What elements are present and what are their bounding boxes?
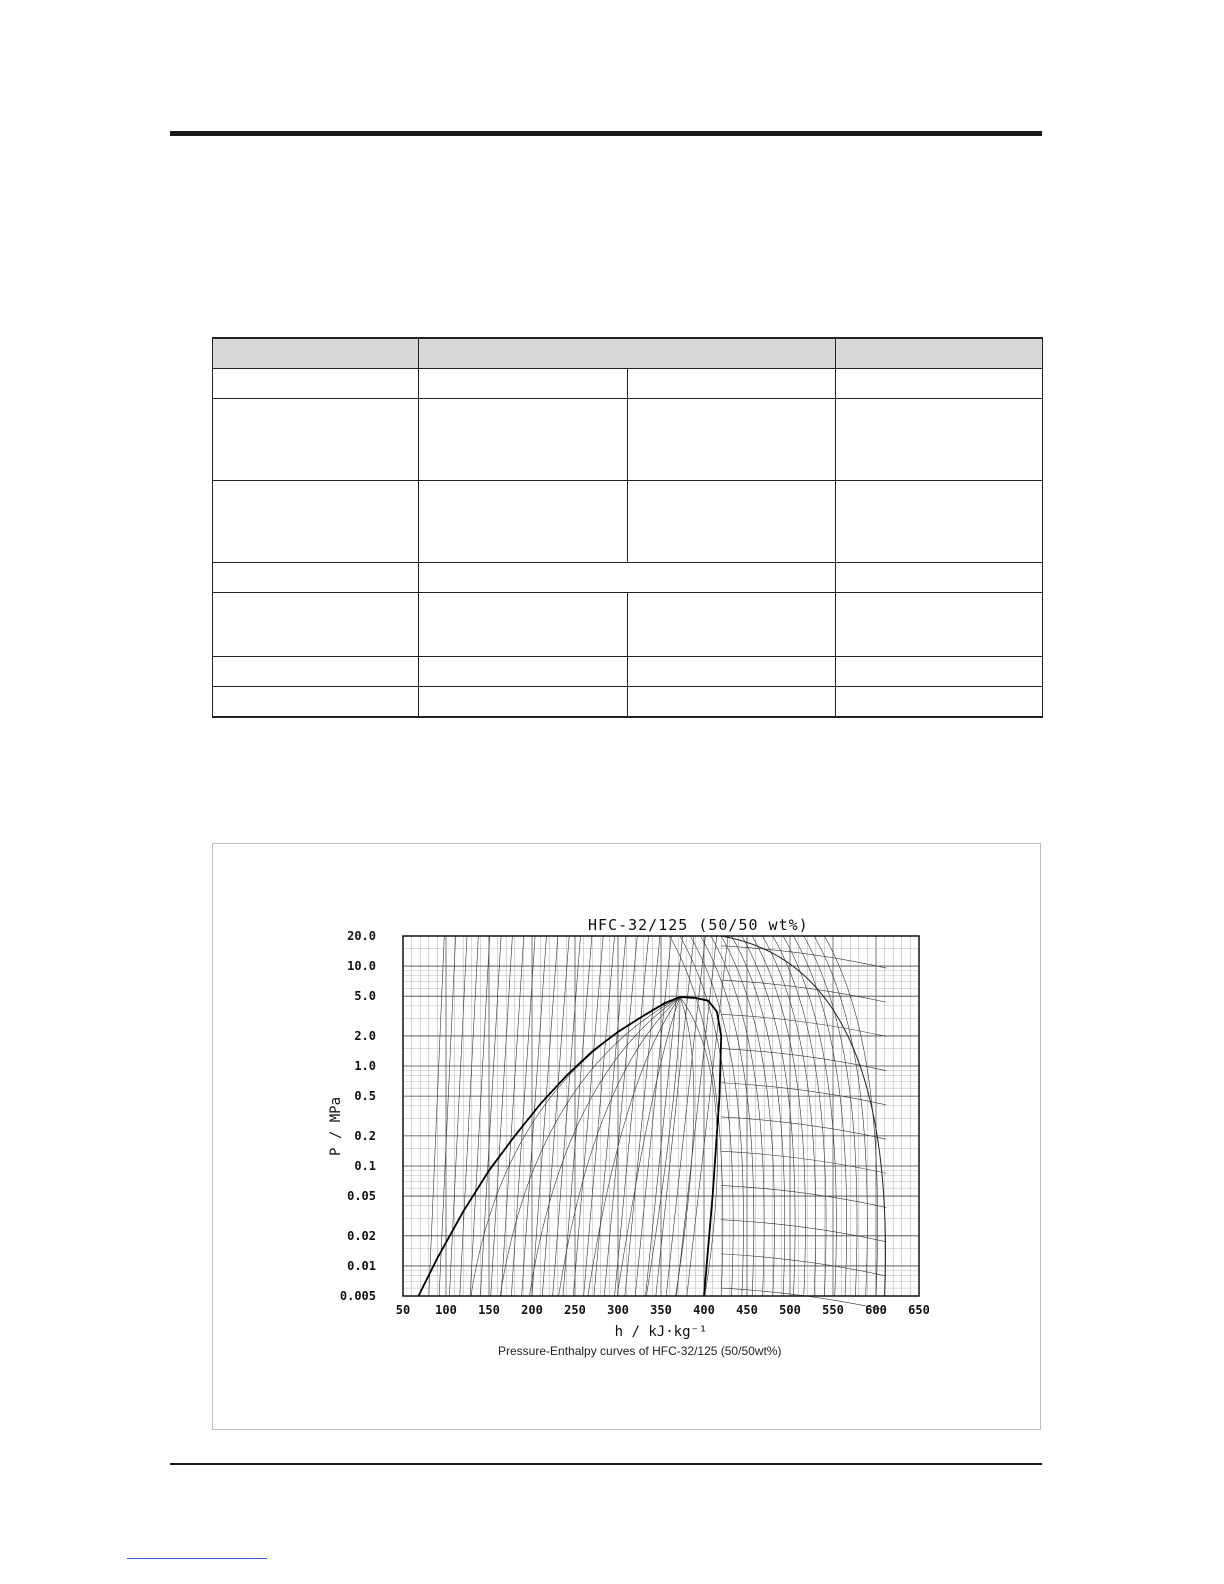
table-cell xyxy=(628,369,836,399)
x-tick-label: 350 xyxy=(650,1303,672,1317)
quality-line xyxy=(680,997,718,1296)
isentrope-line xyxy=(656,936,694,1296)
chart-title: HFC-32/125 (50/50 wt%) xyxy=(588,916,809,934)
chart-series xyxy=(418,997,721,1296)
x-tick-label: 450 xyxy=(736,1303,758,1317)
table-row xyxy=(213,369,1043,399)
isotherm-line xyxy=(732,936,785,1296)
figure-caption: Pressure-Enthalpy curves of HFC-32/125 (50/50wt%) xyxy=(498,1344,782,1358)
y-tick-label: 20.0 xyxy=(347,929,376,943)
isentrope-line xyxy=(646,936,683,1296)
table-row xyxy=(213,399,1043,481)
table-cell xyxy=(419,369,628,399)
x-tick-label: 550 xyxy=(822,1303,844,1317)
table-cell xyxy=(628,593,836,657)
table-cell xyxy=(628,687,836,717)
isentrope-line xyxy=(460,936,479,1296)
isentrope-line xyxy=(429,936,444,1296)
table-cell xyxy=(628,657,836,687)
table-cell xyxy=(213,687,419,717)
table-row xyxy=(213,687,1043,717)
x-tick-label: 50 xyxy=(395,1303,411,1317)
isotherm-line xyxy=(690,936,743,1296)
isotherm-line xyxy=(721,936,774,1296)
isochore-line xyxy=(721,980,886,1002)
isentrope-line xyxy=(480,936,501,1296)
table-cell xyxy=(419,338,836,369)
x-tick-label: 250 xyxy=(564,1303,586,1317)
quality-line xyxy=(471,997,680,1296)
footer-link-underline xyxy=(127,1558,267,1559)
header-rule xyxy=(170,131,1042,136)
x-tick-label: 650 xyxy=(908,1303,930,1317)
table-cell xyxy=(628,481,836,563)
isochore-line xyxy=(721,1185,886,1207)
isentrope-line xyxy=(449,936,467,1296)
y-tick-label: 2.0 xyxy=(354,1028,376,1043)
isentrope-line xyxy=(604,936,637,1296)
table-cell xyxy=(213,369,419,399)
table-cell xyxy=(836,369,1043,399)
x-axis-label: h / kJ·kg⁻¹ xyxy=(614,1324,708,1340)
isotherm-line xyxy=(742,936,795,1296)
table-cell xyxy=(836,481,1043,563)
isotherm-line xyxy=(752,936,805,1296)
y-tick-label: 0.02 xyxy=(347,1228,376,1243)
table-row xyxy=(213,481,1043,563)
footer-rule xyxy=(170,1463,1042,1465)
isotherm-line xyxy=(762,936,815,1296)
x-tick-label: 400 xyxy=(693,1303,715,1317)
isentrope-line xyxy=(687,936,728,1296)
isentrope-line xyxy=(522,936,547,1296)
table-cell xyxy=(213,481,419,563)
table-row xyxy=(213,593,1043,657)
table-cell xyxy=(836,563,1043,593)
quality-line xyxy=(646,997,680,1296)
isentrope-line xyxy=(439,936,456,1296)
y-tick-label: 0.2 xyxy=(354,1128,376,1143)
isentrope-line xyxy=(532,936,558,1296)
isentrope-line xyxy=(676,936,716,1296)
isentrope-line xyxy=(615,936,649,1296)
x-axis-ticks xyxy=(396,1303,930,1317)
table-cell xyxy=(419,687,628,717)
y-tick-label: 10.0 xyxy=(347,959,376,974)
isentrope-line xyxy=(470,936,490,1296)
isentrope-line xyxy=(563,936,592,1296)
isochore-line xyxy=(721,1220,886,1242)
table-cell xyxy=(213,338,419,369)
table-header-row xyxy=(213,338,1043,369)
table-cell xyxy=(836,399,1043,481)
table-row xyxy=(213,657,1043,687)
x-tick-label: 200 xyxy=(521,1303,543,1317)
x-tick-label: 150 xyxy=(478,1303,500,1317)
table-cell xyxy=(213,399,419,481)
series-saturated-vapor xyxy=(680,997,721,1296)
y-tick-label: 0.005 xyxy=(339,1289,376,1303)
table-cell xyxy=(213,657,419,687)
y-axis-label: P / MPa xyxy=(328,1096,344,1156)
isentrope-line xyxy=(491,936,513,1296)
x-tick-label: 100 xyxy=(435,1303,457,1317)
x-tick-label: 300 xyxy=(607,1303,629,1317)
spec-table xyxy=(212,337,1043,718)
y-tick-label: 0.05 xyxy=(347,1189,376,1204)
y-tick-label: 0.1 xyxy=(354,1158,376,1173)
table-cell xyxy=(419,563,836,593)
chart-grid xyxy=(403,936,919,1296)
isotherm-line xyxy=(680,936,733,1296)
table-cell xyxy=(213,593,419,657)
table-cell xyxy=(419,481,628,563)
isentrope-line xyxy=(666,936,705,1296)
table-cell xyxy=(419,593,628,657)
boundary-curve xyxy=(721,936,885,1296)
y-tick-label: 1.0 xyxy=(354,1059,376,1074)
table-cell xyxy=(836,657,1043,687)
x-tick-label: 600 xyxy=(865,1303,887,1317)
y-axis-ticks xyxy=(340,929,376,1303)
isentrope-line xyxy=(542,936,569,1296)
x-tick-label: 500 xyxy=(779,1303,801,1317)
table-cell xyxy=(628,399,836,481)
isotherm-line xyxy=(670,936,723,1296)
isentrope-line xyxy=(635,936,671,1296)
isentrope-line xyxy=(501,936,524,1296)
isotherm-line xyxy=(783,936,836,1296)
table-cell xyxy=(836,338,1043,369)
ph-chart xyxy=(300,920,940,1340)
table-cell xyxy=(419,657,628,687)
isotherm-line xyxy=(824,936,877,1296)
table-cell xyxy=(836,593,1043,657)
y-tick-label: 0.01 xyxy=(347,1258,376,1273)
y-tick-label: 0.5 xyxy=(354,1089,376,1104)
isochore-line xyxy=(721,1254,886,1276)
table-cell xyxy=(836,687,1043,717)
isochore-line xyxy=(721,1014,886,1036)
table-cell xyxy=(213,563,419,593)
isotherm-line xyxy=(804,936,857,1296)
y-tick-label: 5.0 xyxy=(354,989,376,1004)
table-cell xyxy=(419,399,628,481)
table-row xyxy=(213,563,1043,593)
